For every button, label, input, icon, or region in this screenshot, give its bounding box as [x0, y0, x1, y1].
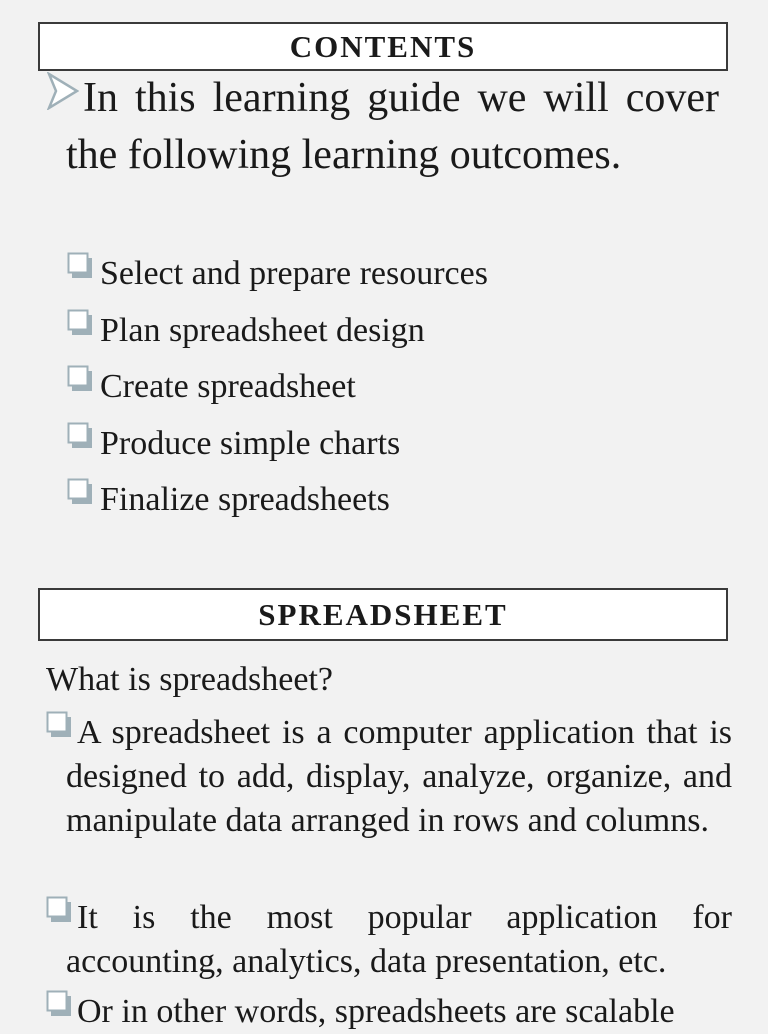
outcome-label: Create spreadsheet	[100, 368, 356, 405]
point-text: It is the most popular application for accounting, analytics, data presentation, etc.	[66, 899, 732, 980]
list-item	[67, 246, 488, 303]
checkbox-bullet-icon	[67, 478, 93, 506]
checkbox-bullet-icon	[67, 309, 93, 337]
list-item	[67, 303, 488, 360]
question-text: What is spreadsheet?	[46, 661, 333, 698]
checkbox-bullet-icon	[67, 252, 93, 280]
outcome-label: Produce simple charts	[100, 424, 401, 462]
learning-outcomes-list	[67, 246, 488, 529]
checkbox-bullet-icon	[46, 896, 72, 924]
outcome-label: Plan spreadsheet design	[100, 311, 425, 349]
checkbox-bullet-icon	[46, 711, 72, 739]
outcome-label: Finalize spreadsheets	[100, 481, 390, 518]
definition-point	[66, 711, 732, 843]
point-text: A spreadsheet is a computer application that is designed to add, display, analyze, organize, and manipulate data arranged in rows and columns.	[66, 714, 732, 839]
usage-point	[66, 896, 732, 984]
checkbox-bullet-icon	[67, 365, 93, 393]
intro-text: In this learning guide we will cover the following learning outcomes.	[66, 75, 719, 178]
contents-heading: CONTENTS	[38, 22, 728, 71]
summary-point	[66, 990, 732, 1034]
list-item	[67, 416, 488, 473]
outcome-label: Select and prepare resources	[100, 255, 488, 292]
spreadsheet-heading: SPREADSHEET	[38, 588, 728, 641]
checkbox-bullet-icon	[67, 422, 93, 450]
list-item	[67, 359, 488, 416]
list-item	[67, 472, 488, 529]
checkbox-bullet-icon	[46, 990, 72, 1018]
point-text: Or in other words, spreadsheets are scalable	[77, 993, 675, 1030]
